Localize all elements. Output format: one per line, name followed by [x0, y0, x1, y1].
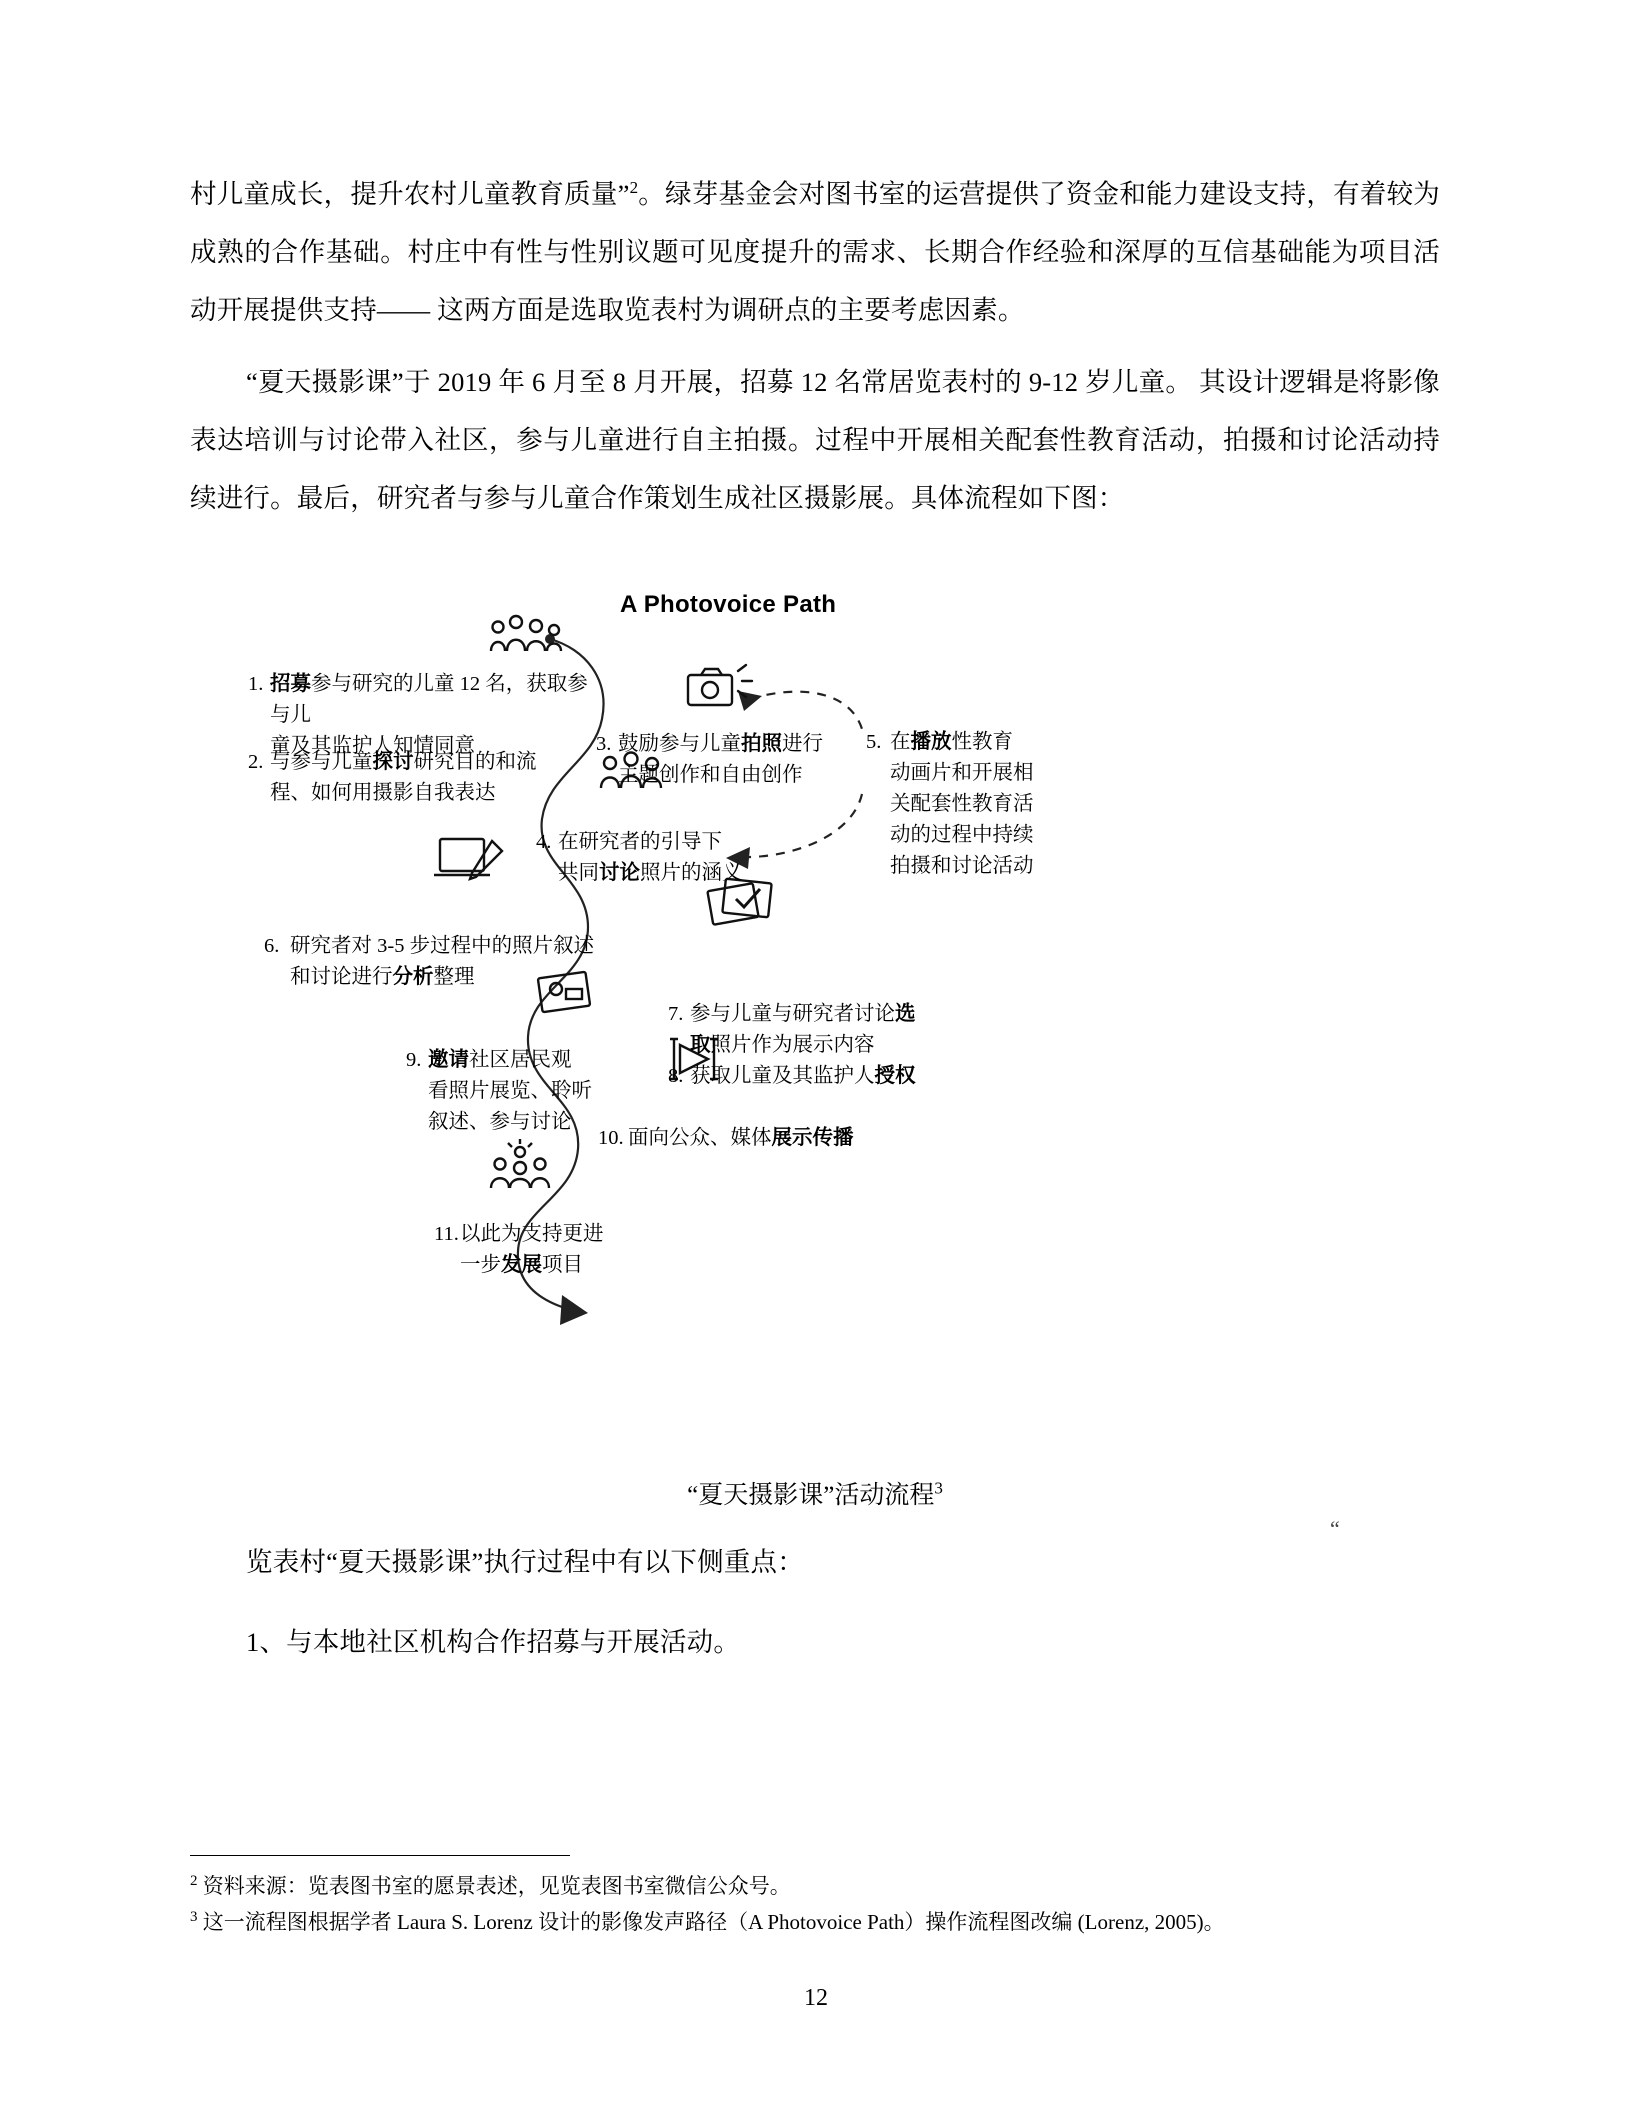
- figure-step-8-bold: 授权: [874, 1065, 916, 1087]
- paragraph-1-text-a: 村儿童成长，提升农村儿童教育质量”: [190, 179, 630, 209]
- figure-step-8-pre: 获取儿童及其监护人: [690, 1065, 875, 1087]
- figure-step-3-pre: 鼓励参与儿童: [618, 733, 741, 755]
- figure-step-11-pre: 一步: [460, 1254, 501, 1276]
- figure-step-7-number: 7.: [668, 1003, 684, 1025]
- figure-step-3: [596, 729, 878, 791]
- footnote-2-text: 资料来源：览表图书室的愿景表述，见览表图书室微信公众号。: [202, 1874, 791, 1898]
- footnote-area: [190, 1855, 1440, 1940]
- paragraph-3: 览表村“夏天摄影课”执行过程中有以下侧重点：: [246, 1547, 804, 1577]
- figure-title: A Photovoice Path: [620, 591, 837, 618]
- figure-step-9-line3: 叙述、参与讨论: [428, 1111, 572, 1133]
- figure-step-9-line2: 看照片展览、聆听: [428, 1080, 592, 1102]
- figure-step-8: [668, 1061, 1010, 1092]
- figure-step-2-bold: 探讨: [372, 751, 414, 773]
- figure-step-7: [668, 999, 990, 1061]
- figure-step-9-line1: 社区居民观: [469, 1049, 572, 1071]
- figure-step-6-bold: 分析: [392, 966, 434, 988]
- figure-step-2-line2: 程、如何用摄影自我表达: [270, 782, 496, 804]
- figure-step-5: [866, 727, 1080, 882]
- figure-step-1-number: 1.: [248, 673, 264, 695]
- figure-step-10: [598, 1123, 928, 1154]
- footnote-ref-2: 2: [629, 178, 639, 198]
- figure-step-3-number: 3.: [596, 733, 612, 755]
- figure-step-3-line1: 进行: [782, 733, 823, 755]
- figure-step-3-line2: 主题创作和自由创作: [618, 764, 803, 786]
- footnote-separator: [190, 1855, 570, 1856]
- footnote-3: [190, 1904, 1440, 1940]
- figure-step-5-line3: 关配套性教育活: [890, 793, 1034, 815]
- figure-step-6-line1: 研究者对 3-5 步过程中的照片叙述: [290, 935, 595, 957]
- figure-step-7-bold1: 选: [895, 1003, 916, 1025]
- figure-step-7-bold2: 取: [690, 1034, 711, 1056]
- figure-caption: [190, 1475, 1440, 1511]
- paragraph-1-text-b: 。绿芽基金会对图书室的运营提供了资金和能力建设支持，有着较为成熟的合作基础。村庄中有性与性别议题可见度提升的需求、长期合作经验和深厚的互信基础能为项目活动开展提供支持—— 这两方面是选取览表村为调研点的主要考虑因素。: [190, 179, 1440, 325]
- figure-step-5-number: 5.: [866, 731, 882, 753]
- figure-step-4: [536, 827, 838, 889]
- paragraph-2: “夏天摄影课”于 2019 年 6 月至 8 月开展，招募 12 名常居览表村的 9-12 岁儿童。 其设计逻辑是将影像表达培训与讨论带入社区，参与儿童进行自主拍摄。过程中开展相关配套性教育活动，拍摄和讨论活动持续进行。最后，研究者与参与儿童合作策划生成社区摄影展。具体流程如下图：: [190, 367, 1440, 513]
- figure-step-5-line4: 动的过程中持续: [890, 824, 1034, 846]
- figure-step-7-pre: 参与儿童与研究者讨论: [690, 1003, 895, 1025]
- figure-step-1-line1: 参与研究的儿童 12 名，获取参与儿: [270, 673, 588, 726]
- figure-step-4-rest: 照片的涵义: [640, 862, 743, 884]
- figure-step-11-line1: 以此为支持更进: [460, 1223, 604, 1245]
- footnote-2-marker: 2: [190, 1873, 198, 1889]
- footnote-3-text: 这一流程图根据学者 Laura S. Lorenz 设计的影像发声路径（A Photovoice Path）操作流程图改编 (Lorenz, 2005)。: [202, 1910, 1225, 1934]
- figure-step-5-line1: 性教育: [951, 731, 1013, 753]
- paragraph-4: 1、与本地社区机构合作招募与开展活动。: [246, 1627, 741, 1657]
- figure-step-11-number: 11.: [434, 1223, 459, 1245]
- figure-step-2-pre: 与参与儿童: [270, 751, 373, 773]
- figure-step-6-pre: 和讨论进行: [290, 966, 393, 988]
- paragraph-1: [190, 165, 1440, 339]
- footnote-2: [190, 1868, 1440, 1904]
- figure-step-1-line2: 童及其监护人知情同意: [270, 735, 475, 757]
- figure-caption-text: “夏天摄影课”活动流程: [687, 1482, 935, 1509]
- figure-step-2-line1: 研究目的和流: [413, 751, 537, 773]
- figure-step-10-number: 10.: [598, 1127, 624, 1149]
- figure-step-4-number: 4.: [536, 831, 552, 853]
- figure-step-4-pre: 共同: [558, 862, 599, 884]
- page-content: [190, 165, 1440, 1685]
- figure-step-2: [248, 747, 610, 809]
- figure-step-10-pre: 面向公众、媒体: [628, 1127, 772, 1149]
- page-number: 12: [804, 1985, 828, 2011]
- figure-step-5-pre: 在: [890, 731, 911, 753]
- stray-quote-mark: “: [1330, 1516, 1340, 1541]
- footnote-ref-3: 3: [934, 1478, 943, 1498]
- figure-step-6-rest: 整理: [433, 966, 475, 988]
- figure-step-5-line5: 拍摄和讨论活动: [890, 855, 1034, 877]
- figure-step-11: [434, 1219, 680, 1281]
- figure-step-9-number: 9.: [406, 1049, 422, 1071]
- figure-step-8-number: 8.: [668, 1065, 684, 1087]
- figure-step-6: [264, 931, 630, 993]
- figure-step-4-bold: 讨论: [599, 862, 640, 884]
- figure-step-5-line2: 动画片和开展相: [890, 762, 1034, 784]
- footnote-3-marker: 3: [190, 1909, 198, 1925]
- figure-step-4-line1: 在研究者的引导下: [558, 831, 722, 853]
- figure-step-9-bold: 邀请: [428, 1049, 469, 1071]
- figure-step-6-number: 6.: [264, 935, 280, 957]
- figure-step-1-bold: 招募: [270, 673, 311, 695]
- figure-step-7-rest: 照片作为展示内容: [710, 1034, 875, 1056]
- figure-step-11-bold: 发展: [501, 1254, 542, 1276]
- figure-step-3-bold: 拍照: [741, 733, 782, 755]
- figure-step-11-rest: 项目: [542, 1254, 583, 1276]
- figure-step-10-bold: 展示传播: [771, 1127, 854, 1149]
- photovoice-path-figure: [190, 579, 1440, 1469]
- figure-step-2-number: 2.: [248, 751, 264, 773]
- figure-step-5-bold: 播放: [910, 731, 952, 753]
